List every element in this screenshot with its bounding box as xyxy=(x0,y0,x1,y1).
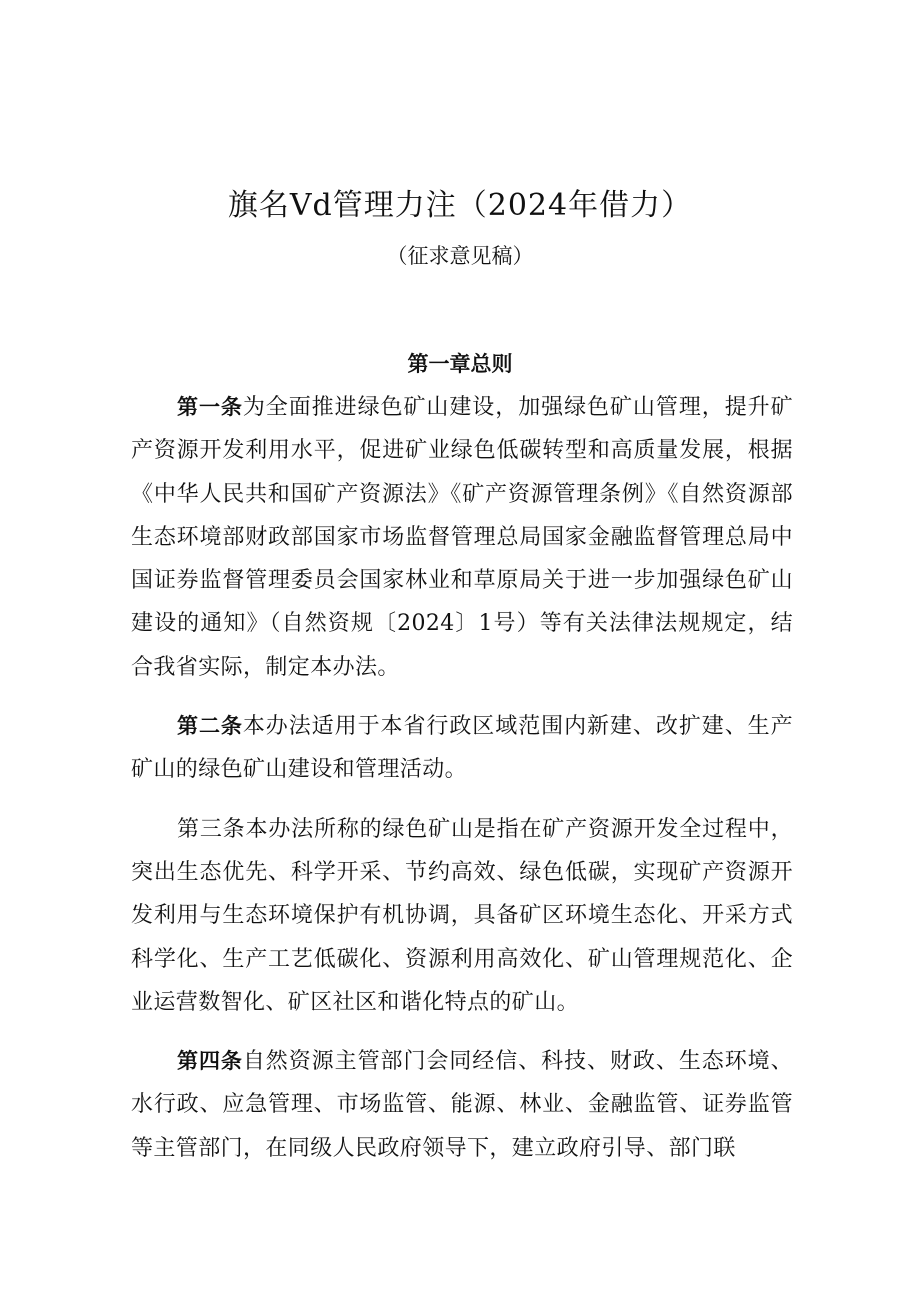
document-body xyxy=(131,386,793,1186)
chapter-heading: 第一章总则 xyxy=(407,352,513,376)
article-paragraph xyxy=(131,808,793,1024)
article-paragraph xyxy=(131,1040,793,1170)
article-text: 为全面推进绿色矿山建设，加强绿色矿山管理，提升矿产资源开发利用水平，促进矿业绿色低碳转型和高质量发展，根据《中华人民共和国矿产资源法》《矿产资源管理条例》《自然资源部生态环境部财政部国家市场监督管理总局国家金融监督管理总局中国证券监督管理委员会国家林业和草原局关于进一步加强绿色矿山建设的通知》（自然资规〔2024〕1号）等有关法律法规规定，结合我省实际，制定本办法。 xyxy=(131,395,793,680)
article-text: 本办法所称的绿色矿山是指在矿产资源开发全过程中，突出生态优先、科学开采、节约高效、绿色低碳，实现矿产资源开发利用与生态环境保护有机协调，具备矿区环境生态化、开采方式科学化、生产工艺低碳化、资源利用高效化、矿山管理规范化、企业运营数智化、矿区社区和谐化特点的矿山。 xyxy=(131,816,793,1015)
article-label: 第四条 xyxy=(177,1049,243,1074)
article-paragraph xyxy=(131,705,793,792)
article-paragraph xyxy=(131,386,793,689)
article-label: 第三条 xyxy=(177,816,246,842)
article-text: 本办法适用于本省行政区域范围内新建、改扩建、生产矿山的绿色矿山建设和管理活动。 xyxy=(131,714,793,783)
document-subtitle: （征求意见稿） xyxy=(386,244,534,268)
article-label: 第二条 xyxy=(177,714,243,739)
document-title: 旗名Vd管理力注（2024年借力） xyxy=(227,188,693,223)
article-label: 第一条 xyxy=(177,395,243,419)
article-text: 自然资源主管部门会同经信、科技、财政、生态环境、水行政、应急管理、市场监管、能源、林业、金融监管、证券监管等主管部门，在同级人民政府领导下，建立政府引导、部门联 xyxy=(131,1049,793,1161)
